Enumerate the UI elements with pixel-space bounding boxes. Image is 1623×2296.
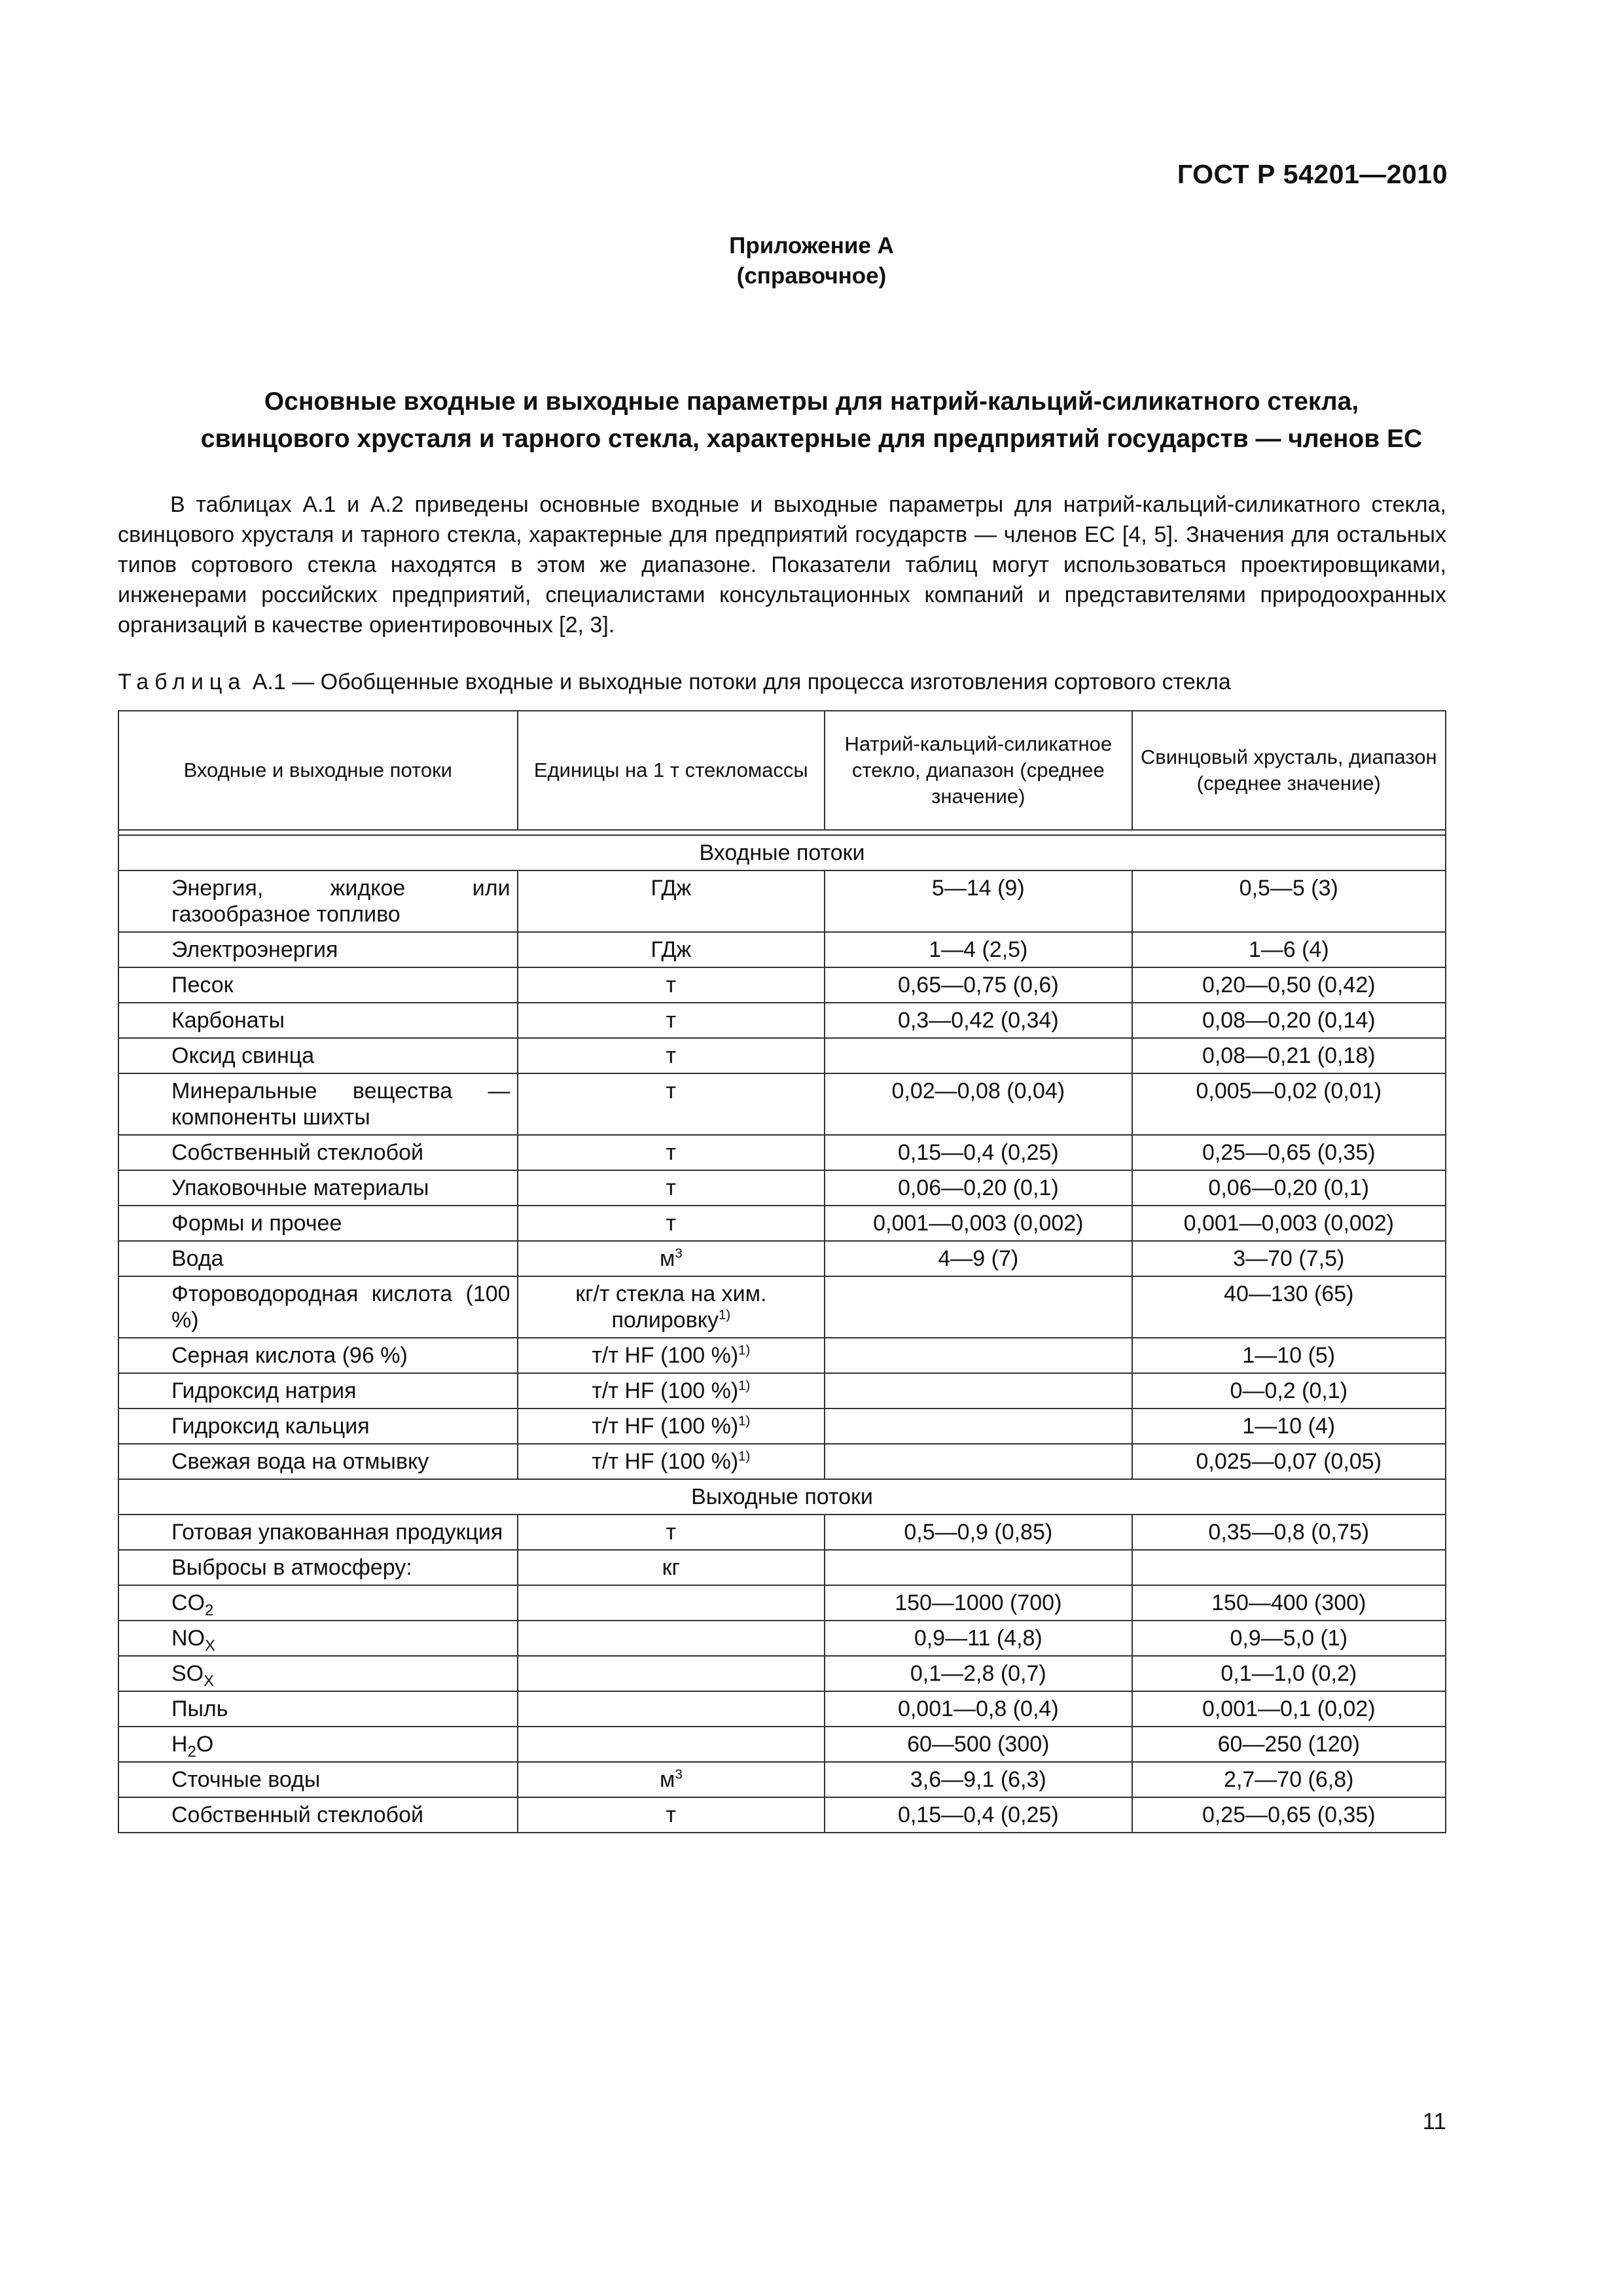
flow-unit-text: т bbox=[666, 1175, 677, 1200]
flow-unit bbox=[518, 1206, 825, 1241]
table-row bbox=[118, 1691, 1446, 1727]
lead-crystal-value-text: 150—400 (300) bbox=[1211, 1590, 1366, 1615]
flow-name-text: Фтороводородная кислота (100 %) bbox=[171, 1282, 510, 1333]
lead-crystal-value-text: 1—6 (4) bbox=[1248, 937, 1329, 962]
table-caption bbox=[118, 670, 1231, 695]
flow-name bbox=[118, 1444, 518, 1479]
lead-crystal-value bbox=[1132, 932, 1446, 967]
section-inputs-label: Входные потоки bbox=[118, 835, 1446, 870]
flow-name-text: Формы и прочее bbox=[171, 1211, 342, 1236]
lead-crystal-value-text: 0,25—0,65 (0,35) bbox=[1202, 1803, 1376, 1827]
soda-lime-value bbox=[825, 1621, 1132, 1656]
flow-name-text: Свежая вода на отмывку bbox=[171, 1449, 429, 1474]
lead-crystal-value-text: 1—10 (4) bbox=[1242, 1414, 1336, 1439]
flow-unit-text: т bbox=[666, 1079, 677, 1103]
flow-name bbox=[118, 1338, 518, 1373]
subscript: 2 bbox=[187, 1742, 196, 1761]
lead-crystal-value bbox=[1132, 1338, 1446, 1373]
flow-unit-text: ГДж bbox=[651, 876, 692, 901]
lead-crystal-value-text: 0,06—0,20 (0,1) bbox=[1208, 1175, 1370, 1200]
soda-lime-value-text: 60—500 (300) bbox=[907, 1732, 1050, 1757]
soda-lime-value-text: 5—14 (9) bbox=[931, 876, 1025, 901]
table-caption-text: А.1 — Обобщенные входные и выходные потоки для процесса изготовления сортового стекла bbox=[246, 670, 1231, 694]
flow-unit-text: т bbox=[666, 973, 677, 997]
lead-crystal-value bbox=[1132, 1135, 1446, 1170]
table-row bbox=[118, 932, 1446, 967]
lead-crystal-value-text: 0,001—0,003 (0,002) bbox=[1183, 1211, 1394, 1236]
superscript: 1) bbox=[719, 1308, 731, 1323]
soda-lime-value bbox=[825, 1727, 1132, 1762]
flow-unit-text: т bbox=[666, 1803, 677, 1827]
lead-crystal-value-text: 3—70 (7,5) bbox=[1233, 1246, 1345, 1271]
soda-lime-value-text: 0,001—0,003 (0,002) bbox=[873, 1211, 1084, 1236]
flow-name-text: Оксид свинца bbox=[171, 1043, 315, 1068]
flow-name-text: Готовая упакованная продукция bbox=[171, 1520, 503, 1545]
soda-lime-value-text: 0,06—0,20 (0,1) bbox=[897, 1175, 1059, 1200]
lead-crystal-value-text: 0,025—0,07 (0,05) bbox=[1196, 1449, 1382, 1474]
flow-name bbox=[118, 1276, 518, 1338]
flow-unit bbox=[518, 1135, 825, 1170]
lead-crystal-value-text: 40—130 (65) bbox=[1224, 1282, 1354, 1306]
soda-lime-value bbox=[825, 1003, 1132, 1038]
flow-name bbox=[118, 1038, 518, 1073]
lead-crystal-value bbox=[1132, 1621, 1446, 1656]
table-row bbox=[118, 1515, 1446, 1550]
section-title-line-2: свинцового хрусталя и тарного стекла, характерные для предприятий государств — членов ЕС bbox=[200, 425, 1423, 453]
lead-crystal-value-text: 0,08—0,21 (0,18) bbox=[1202, 1043, 1376, 1068]
table-row bbox=[118, 1408, 1446, 1444]
flow-unit bbox=[518, 967, 825, 1003]
soda-lime-value bbox=[825, 932, 1132, 967]
soda-lime-value-text: 0,9—11 (4,8) bbox=[914, 1626, 1043, 1651]
flow-name bbox=[118, 1073, 518, 1135]
soda-lime-value-text: 0,02—0,08 (0,04) bbox=[891, 1079, 1065, 1103]
lead-crystal-value-text: 0,20—0,50 (0,42) bbox=[1202, 973, 1376, 997]
flow-unit bbox=[518, 870, 825, 932]
flow-unit-text: м bbox=[659, 1767, 675, 1792]
lead-crystal-value-text: 0,08—0,20 (0,14) bbox=[1202, 1008, 1376, 1033]
flow-unit bbox=[518, 932, 825, 967]
lead-crystal-value-text: 1—10 (5) bbox=[1242, 1343, 1336, 1368]
table-row bbox=[118, 1003, 1446, 1038]
document-code: ГОСТ Р 54201—2010 bbox=[1177, 159, 1448, 189]
flow-name-text: Упаковочные материалы bbox=[171, 1175, 429, 1200]
soda-lime-value bbox=[825, 1170, 1132, 1206]
flow-unit bbox=[518, 1276, 825, 1338]
flow-unit bbox=[518, 1170, 825, 1206]
lead-crystal-value-text: 60—250 (120) bbox=[1217, 1732, 1360, 1757]
flow-name bbox=[118, 1727, 518, 1762]
table-row bbox=[118, 1656, 1446, 1691]
page-number: 11 bbox=[1422, 2109, 1446, 2134]
flow-unit-text: т bbox=[666, 1043, 677, 1068]
flow-name-text: Вода bbox=[171, 1246, 224, 1271]
flow-name-text: NO bbox=[171, 1626, 205, 1651]
flow-name bbox=[118, 1621, 518, 1656]
flow-name-suffix: O bbox=[196, 1732, 214, 1757]
soda-lime-value bbox=[825, 1585, 1132, 1621]
table-caption-prefix: Таблица bbox=[118, 670, 247, 694]
table-row bbox=[118, 1206, 1446, 1241]
flow-unit bbox=[518, 1241, 825, 1276]
soda-lime-value bbox=[825, 1797, 1132, 1833]
flow-unit bbox=[518, 1073, 825, 1135]
appendix-type: (справочное) bbox=[736, 263, 887, 289]
flow-unit bbox=[518, 1797, 825, 1833]
header-lead-crystal: Свинцовый хрусталь, диапазон (среднее значение) bbox=[1132, 711, 1446, 830]
flow-unit bbox=[518, 1727, 825, 1762]
soda-lime-value-text: 0,15—0,4 (0,25) bbox=[897, 1140, 1059, 1165]
table-row bbox=[118, 1241, 1446, 1276]
soda-lime-value bbox=[825, 1515, 1132, 1550]
soda-lime-value-text: 4—9 (7) bbox=[938, 1246, 1019, 1271]
flow-name-text: Собственный стеклобой bbox=[171, 1803, 424, 1827]
table-row bbox=[118, 1585, 1446, 1621]
flow-unit-text: м bbox=[659, 1246, 675, 1271]
flow-unit-text: т bbox=[666, 1211, 677, 1236]
flow-name-text: Гидроксид кальция bbox=[171, 1414, 370, 1439]
soda-lime-value-text: 0,3—0,42 (0,34) bbox=[897, 1008, 1059, 1033]
flow-name-text: Минеральные вещества — компоненты шихты bbox=[171, 1079, 510, 1130]
soda-lime-value bbox=[825, 1073, 1132, 1135]
flow-name bbox=[118, 1373, 518, 1408]
flow-name bbox=[118, 1135, 518, 1170]
flow-unit bbox=[518, 1762, 825, 1797]
table-row bbox=[118, 1135, 1446, 1170]
flow-unit bbox=[518, 1656, 825, 1691]
flow-unit-text: кг bbox=[662, 1555, 680, 1580]
soda-lime-value bbox=[825, 1206, 1132, 1241]
superscript: 1) bbox=[738, 1343, 751, 1358]
lead-crystal-value bbox=[1132, 1276, 1446, 1338]
lead-crystal-value-text: 0,35—0,8 (0,75) bbox=[1208, 1520, 1370, 1545]
flow-name-text: Серная кислота (96 %) bbox=[171, 1343, 408, 1368]
intro-paragraph: В таблицах А.1 и А.2 приведены основные входные и выходные параметры для натрий-кальций-силикатного стекла, свинцового хрусталя и тарного стекла, характерные для предприятий государств — членов ЕС [4, 5]. Значения для остальных типов сортового стекла находятся в этом же диапазоне. Показатели таблиц могут использоваться проектировщиками, инженерами российских предприятий, специалистами консультационных компаний и представителями природоохранных организаций в качестве ориентировочных [2, 3]. bbox=[118, 492, 1446, 637]
table-row bbox=[118, 1762, 1446, 1797]
flow-unit-text: т/т HF (100 %) bbox=[592, 1378, 739, 1403]
table-row bbox=[118, 1338, 1446, 1373]
appendix-heading bbox=[0, 231, 1623, 291]
flow-unit bbox=[518, 1691, 825, 1727]
flow-unit bbox=[518, 1003, 825, 1038]
soda-lime-value bbox=[825, 870, 1132, 932]
subscript: 2 bbox=[205, 1601, 214, 1619]
lead-crystal-value bbox=[1132, 1073, 1446, 1135]
soda-lime-value bbox=[825, 1408, 1132, 1444]
table-row bbox=[118, 1727, 1446, 1762]
lead-crystal-value bbox=[1132, 1656, 1446, 1691]
table-row bbox=[118, 1073, 1446, 1135]
flow-name bbox=[118, 1170, 518, 1206]
lead-crystal-value bbox=[1132, 1241, 1446, 1276]
lead-crystal-value bbox=[1132, 1585, 1446, 1621]
flow-unit-text: т bbox=[666, 1008, 677, 1033]
lead-crystal-value-text: 0,001—0,1 (0,02) bbox=[1202, 1696, 1376, 1721]
soda-lime-value-text: 1—4 (2,5) bbox=[929, 937, 1028, 962]
lead-crystal-value bbox=[1132, 1444, 1446, 1479]
soda-lime-value bbox=[825, 1691, 1132, 1727]
flow-name-text: Песок bbox=[171, 973, 234, 997]
table-body bbox=[118, 830, 1446, 1833]
flow-unit bbox=[518, 1550, 825, 1585]
flow-name-text: Собственный стеклобой bbox=[171, 1140, 424, 1165]
superscript: 1) bbox=[738, 1378, 751, 1393]
soda-lime-value bbox=[825, 1135, 1132, 1170]
table-row bbox=[118, 1276, 1446, 1338]
flow-name-text: CO bbox=[171, 1590, 205, 1615]
soda-lime-value bbox=[825, 1444, 1132, 1479]
lead-crystal-value bbox=[1132, 870, 1446, 932]
subscript: X bbox=[205, 1636, 215, 1655]
table-row bbox=[118, 1170, 1446, 1206]
lead-crystal-value bbox=[1132, 1797, 1446, 1833]
lead-crystal-value-text: 2,7—70 (6,8) bbox=[1224, 1767, 1354, 1792]
table-row bbox=[118, 1373, 1446, 1408]
flow-name bbox=[118, 1241, 518, 1276]
soda-lime-value bbox=[825, 1550, 1132, 1585]
table-row bbox=[118, 967, 1446, 1003]
lead-crystal-value bbox=[1132, 1038, 1446, 1073]
flow-name-text: Пыль bbox=[171, 1696, 228, 1721]
soda-lime-value bbox=[825, 1373, 1132, 1408]
flow-name bbox=[118, 1656, 518, 1691]
superscript: 1) bbox=[738, 1449, 751, 1464]
section-title-line-1: Основные входные и выходные параметры для натрий-кальций-силикатного стекла, bbox=[264, 387, 1359, 416]
flow-name bbox=[118, 1408, 518, 1444]
flow-name bbox=[118, 1206, 518, 1241]
flow-name-text: Карбонаты bbox=[171, 1008, 285, 1033]
flow-unit-text: т bbox=[666, 1520, 677, 1545]
lead-crystal-value-text: 0—0,2 (0,1) bbox=[1230, 1378, 1348, 1403]
lead-crystal-value-text: 0,25—0,65 (0,35) bbox=[1202, 1140, 1376, 1165]
flow-name bbox=[118, 870, 518, 932]
flow-name bbox=[118, 1515, 518, 1550]
flow-unit bbox=[518, 1338, 825, 1373]
flow-name bbox=[118, 1003, 518, 1038]
flow-unit bbox=[518, 1585, 825, 1621]
flow-name bbox=[118, 1762, 518, 1797]
flow-name bbox=[118, 1550, 518, 1585]
flows-table bbox=[118, 710, 1446, 1833]
flow-name-text: SO bbox=[171, 1661, 204, 1686]
flow-unit-text: т bbox=[666, 1140, 677, 1165]
soda-lime-value-text: 3,6—9,1 (6,3) bbox=[910, 1767, 1046, 1792]
flow-unit bbox=[518, 1408, 825, 1444]
table-row bbox=[118, 1797, 1446, 1833]
flow-unit bbox=[518, 1515, 825, 1550]
flow-unit-text: кг/т стекла на хим. полировку bbox=[575, 1282, 767, 1333]
header-soda-lime-glass: Натрий-кальций-силикатное стекло, диапазон (среднее значение) bbox=[825, 711, 1132, 830]
lead-crystal-value bbox=[1132, 1515, 1446, 1550]
superscript: 3 bbox=[675, 1767, 683, 1782]
superscript: 1) bbox=[738, 1414, 751, 1429]
header-gap bbox=[118, 830, 1446, 835]
flow-name bbox=[118, 967, 518, 1003]
section-inputs bbox=[118, 835, 1446, 870]
soda-lime-value-text: 0,1—2,8 (0,7) bbox=[910, 1661, 1046, 1686]
lead-crystal-value bbox=[1132, 1550, 1446, 1585]
lead-crystal-value bbox=[1132, 967, 1446, 1003]
lead-crystal-value-text: 0,9—5,0 (1) bbox=[1230, 1626, 1348, 1651]
lead-crystal-value-text: 0,005—0,02 (0,01) bbox=[1196, 1079, 1382, 1103]
soda-lime-value bbox=[825, 1038, 1132, 1073]
flow-name bbox=[118, 1691, 518, 1727]
flow-unit bbox=[518, 1621, 825, 1656]
flow-name-text: Выбросы в атмосферу: bbox=[171, 1555, 412, 1580]
soda-lime-value bbox=[825, 1762, 1132, 1797]
soda-lime-value bbox=[825, 1656, 1132, 1691]
header-units: Единицы на 1 т стекломассы bbox=[518, 711, 825, 830]
lead-crystal-value bbox=[1132, 1170, 1446, 1206]
appendix-label: Приложение А bbox=[729, 233, 894, 259]
soda-lime-value bbox=[825, 967, 1132, 1003]
soda-lime-value-text: 0,15—0,4 (0,25) bbox=[897, 1803, 1059, 1827]
flow-unit-text: т/т HF (100 %) bbox=[592, 1414, 739, 1439]
soda-lime-value-text: 0,001—0,8 (0,4) bbox=[897, 1696, 1059, 1721]
section-outputs bbox=[118, 1479, 1446, 1515]
flow-name bbox=[118, 1585, 518, 1621]
table-row bbox=[118, 1038, 1446, 1073]
superscript: 3 bbox=[675, 1246, 683, 1261]
flow-unit bbox=[518, 1038, 825, 1073]
table-row bbox=[118, 1444, 1446, 1479]
soda-lime-value bbox=[825, 1241, 1132, 1276]
flow-unit-text: т/т HF (100 %) bbox=[592, 1343, 739, 1368]
soda-lime-value-text: 0,65—0,75 (0,6) bbox=[897, 973, 1059, 997]
flow-name-text: Сточные воды bbox=[171, 1767, 321, 1792]
flow-name-text: Гидроксид натрия bbox=[171, 1378, 357, 1403]
lead-crystal-value-text: 0,1—1,0 (0,2) bbox=[1221, 1661, 1357, 1686]
table-header-row bbox=[118, 711, 1446, 830]
table-row bbox=[118, 1550, 1446, 1585]
section-outputs-label: Выходные потоки bbox=[118, 1479, 1446, 1515]
lead-crystal-value bbox=[1132, 1691, 1446, 1727]
table-row bbox=[118, 870, 1446, 932]
lead-crystal-value bbox=[1132, 1762, 1446, 1797]
flow-name bbox=[118, 932, 518, 967]
soda-lime-value bbox=[825, 1338, 1132, 1373]
header-flows: Входные и выходные потоки bbox=[118, 711, 518, 830]
lead-crystal-value-text: 0,5—5 (3) bbox=[1239, 876, 1338, 901]
section-title bbox=[111, 383, 1512, 457]
subscript: X bbox=[204, 1672, 214, 1690]
flow-unit-text: т/т HF (100 %) bbox=[592, 1449, 739, 1474]
lead-crystal-value bbox=[1132, 1206, 1446, 1241]
lead-crystal-value bbox=[1132, 1408, 1446, 1444]
flow-name-text: Энергия, жидкое или газообразное топливо bbox=[171, 876, 510, 927]
flow-unit-text: ГДж bbox=[651, 937, 692, 962]
soda-lime-value bbox=[825, 1276, 1132, 1338]
soda-lime-value-text: 150—1000 (700) bbox=[895, 1590, 1062, 1615]
flow-name-text: Электроэнергия bbox=[171, 937, 338, 962]
flow-name-text: H bbox=[171, 1732, 188, 1757]
lead-crystal-value bbox=[1132, 1003, 1446, 1038]
lead-crystal-value bbox=[1132, 1727, 1446, 1762]
table-row bbox=[118, 1621, 1446, 1656]
lead-crystal-value bbox=[1132, 1373, 1446, 1408]
soda-lime-value-text: 0,5—0,9 (0,85) bbox=[904, 1520, 1053, 1545]
flow-unit bbox=[518, 1373, 825, 1408]
flow-name bbox=[118, 1797, 518, 1833]
flow-unit bbox=[518, 1444, 825, 1479]
